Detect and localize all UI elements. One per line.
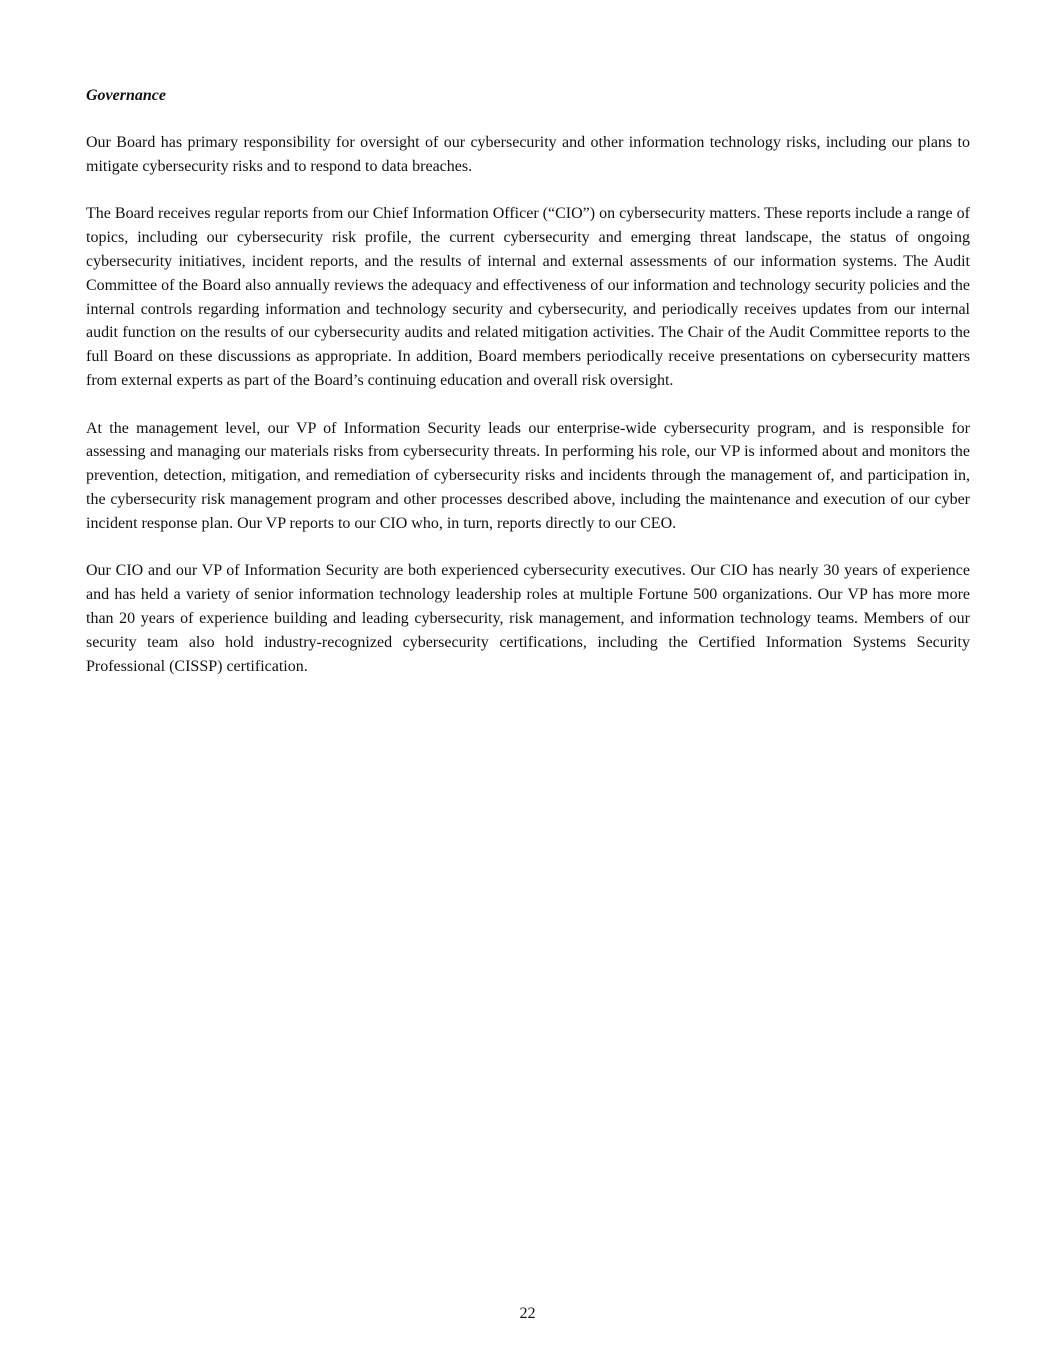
paragraph-executive-experience: Our CIO and our VP of Information Security are both experienced cybersecurity executives. Our CIO has nearly 30 years of experience and has held a variety of senior information technology leadership roles at multiple Fortune 500 organizations. Our VP has more more than 20 years of experience building and leading cybersecurity, risk management, and information technology teams. Members of our security team also hold industry-recognized cybersecurity certifications, including the Certified Information Systems Security Professional (CISSP) certification.	[86, 562, 970, 675]
paragraph-board-oversight: Our Board has primary responsibility for oversight of our cybersecurity and other information technology risks, including our plans to mitigate cybersecurity risks and to respond to data breaches.	[86, 134, 970, 175]
document-page	[86, 84, 970, 702]
paragraph-board-reports: The Board receives regular reports from our Chief Information Officer (“CIO”) on cybersecurity matters. These reports include a range of topics, including our cybersecurity risk profile, the current cybersecurity and emerging threat landscape, the status of ongoing cybersecurity initiatives, incident reports, and the results of internal and external assessments of our information systems. The Audit Committee of the Board also annually reviews the adequacy and effectiveness of our information and technology security policies and the internal controls regarding information and technology security and cybersecurity, and periodically receives updates from our internal audit function on the results of our cybersecurity audits and related mitigation activities. The Chair of the Audit Committee reports to the full Board on these discussions as appropriate. In addition, Board members periodically receive presentations on cybersecurity matters from external experts as part of the Board’s continuing education and overall risk oversight.	[86, 205, 970, 389]
paragraph-management-level: At the management level, our VP of Information Security leads our enterprise-wide cybersecurity program, and is responsible for assessing and managing our materials risks from cybersecurity threats. In performing his role, our VP is informed about and monitors the prevention, detection, mitigation, and remediation of cybersecurity risks and incidents through the management of, and participation in, the cybersecurity risk management program and other processes described above, including the maintenance and execution of our cyber incident response plan. Our VP reports to our CIO who, in turn, reports directly to our CEO.	[86, 419, 970, 532]
section-heading: Governance	[86, 87, 166, 104]
page-number: 22	[519, 1305, 536, 1322]
